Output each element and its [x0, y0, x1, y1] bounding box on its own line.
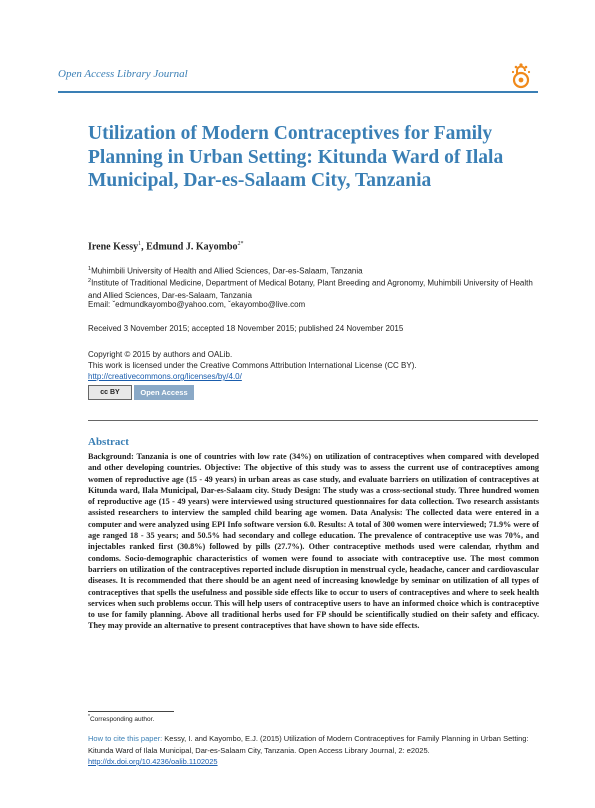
author-affil-mark: 1: [138, 241, 142, 247]
footnote-text: Corresponding author.: [89, 716, 155, 724]
journal-name: Open Access Library Journal: [58, 68, 188, 80]
license-line: This work is licensed under the Creative Commons Attribution International License (CC BY).: [88, 361, 417, 370]
article-title: Utilization of Modern Contraceptives for Family Planning in Urban Setting: Kitunda Ward of Ilala Municipal, Dar-es-Salaam City, Tanzania: [88, 123, 504, 191]
section-rule: [88, 420, 538, 421]
footnote: [88, 714, 154, 723]
abstract-text: Background: Tanzania is one of countries with low rate (34%) on utilization of contraceptives when compared with developed and other developing countries. Objective: The objective of this study was to assess the current use of contraceptives among women of reproductive age (15 - 49 years) in urban areas as case study, and evaluate barriers on utilization of contraceptives at Kitunda ward, Ilala Municipal, Dar-es-Salaam city. Study Design: The study was a cross-sectional study. Three hundred women of reproductive age (15 - 49 years) were interviewed using structured questionnaires for data collection. Two research assistants assisted researchers to interview the sampled child bearing age women. Data Analysis: The collected data were entered in a computer and were analyzed using EPI Info software version 6.0. Results: A total of 300 women were interviewed; 71.9% were of age ranged 18 - 35 years; and 50.5% had secondary and college education. The prevalence of contraceptive use was 70%, and injectables ranked first (30.8%) followed by pills (27.7%). Other contraceptive methods used were calendar, rhythm and condoms. Socio-demographic characteristics of women were found to associate with contraceptive use. The most common barriers on utilization of the contraceptives reported include disruption in menstrual cycle, headache, cancer and cardiovascular diseases. It is recommended that there should be an agent need of increasing knowledge by seminar on utilization of all types of contraceptives that spells the usefulness and possible side effects like to occur to users of contraceptives and where to seek health services when such problems occur. This will help users of contraceptive users to have an informed choice which is contraceptive to use for family planning. Above all traditional herbs used for FP should be scientifically studied on their safety and efficacy. They may provide an alternative to present contraceptives that have shown to have side effects.: [88, 452, 539, 631]
affiliation-text: Institute of Traditional Medicine, Department of Medical Botany, Plant Breeding and Agronomy, Muhimbili University of Health and Allied Sciences, Dar-es-Salaam, Tanzania: [88, 278, 533, 300]
author-affil-mark: 2*: [237, 241, 244, 247]
open-access-lock-icon: [508, 58, 534, 90]
affiliation-text: Muhimbili University of Health and Allied Sciences, Dar-es-Salaam, Tanzania: [91, 266, 363, 276]
footnote-rule: [88, 711, 174, 712]
abstract-heading: Abstract: [88, 436, 129, 448]
citation-label: How to cite this paper:: [88, 734, 163, 743]
footnote-mark: *: [88, 714, 90, 720]
header-rule: [58, 91, 538, 93]
copyright-block: [88, 349, 417, 382]
received-dates: Received 3 November 2015; accepted 18 November 2015; published 24 November 2015: [88, 324, 404, 333]
author-name: Irene Kessy: [88, 241, 139, 253]
author-name: Edmund J. Kayombo: [146, 241, 238, 253]
affiliation-mark: 2: [88, 278, 92, 284]
affiliation-mark: 1: [88, 266, 92, 272]
author-list: Irene Kessy$^1$, Edmund J. Kayombo$^{2*}$: [88, 241, 244, 253]
affiliation-2: [88, 275, 538, 302]
doi-link[interactable]: http://dx.doi.org/10.4236/oalib.1102025: [88, 757, 218, 766]
open-access-badge: Open Access: [134, 385, 194, 400]
license-link[interactable]: http://creativecommons.org/licenses/by/4.0/: [88, 372, 242, 381]
citation-text: Kessy, I. and Kayombo, E.J. (2015) Utilization of Modern Contraceptives for Family Planning in Urban Setting: Kitunda Ward of Ilala Municipal, Dar-es-Salaam City, Tanzania. Open Access Library Journal, 2: e2025.: [88, 734, 529, 755]
email-line: Email: ˇedmundkayombo@yahoo.com, ˇekayombo@live.com: [88, 300, 306, 309]
cc-by-badge[interactable]: cc BY: [88, 385, 132, 400]
citation-block: [88, 733, 538, 768]
copyright-line: Copyright © 2015 by authors and OALib.: [88, 350, 233, 359]
